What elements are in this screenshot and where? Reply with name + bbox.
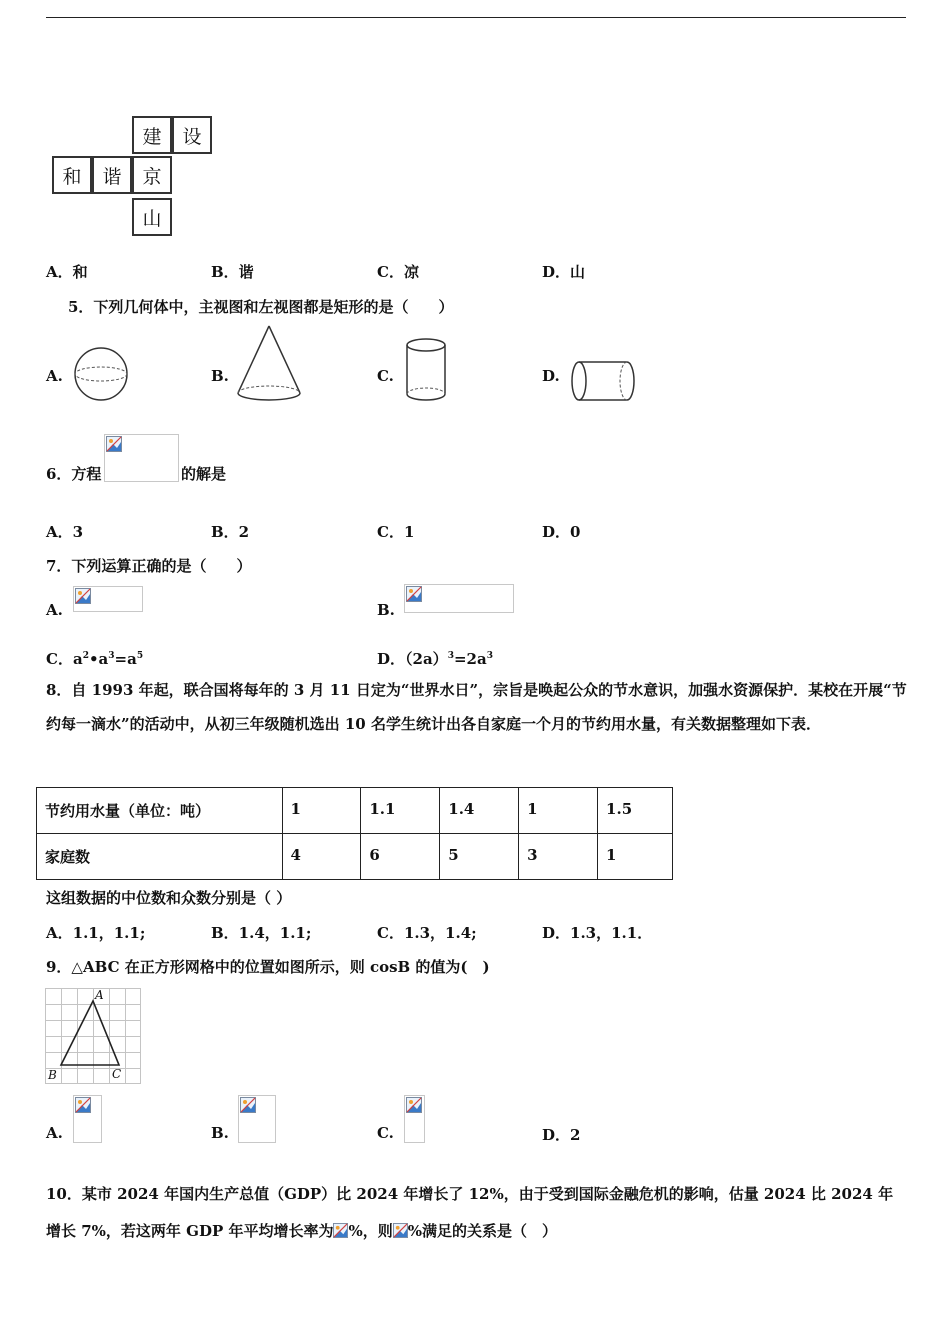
math-operator: • [88, 650, 99, 668]
q7-option-d [377, 648, 493, 669]
q5-label-c: C. [377, 367, 394, 385]
broken-image-icon [393, 1223, 408, 1238]
q6-equation-image [104, 434, 179, 482]
math-base: a [72, 650, 83, 668]
q4-option-b: B．谐 [211, 263, 254, 281]
q8-option-c: C．1.3，1.4; [377, 924, 477, 942]
q9-label-b: B. [211, 1124, 229, 1142]
q7-label-a: A. [46, 601, 63, 619]
q9-option-a-image [73, 1095, 102, 1143]
water-saving-table [36, 787, 673, 880]
table-cell: 1 [519, 788, 598, 834]
broken-image-icon [75, 588, 91, 604]
q4-option-c: C．凉 [377, 263, 419, 281]
q7-option-d-label: D． [377, 650, 406, 668]
q10-text: %满足的关系是（ ） [407, 1222, 557, 1240]
math-exponent: 3 [447, 651, 454, 661]
triangle-grid-figure [45, 988, 141, 1084]
net-cell: 设 [172, 116, 212, 154]
table-cell: 1.5 [598, 788, 673, 834]
q10-line1: 10．某市 2024 年国内生产总值（GDP）比 2024 年增长了 12%，由于受到国际金融危机的影响，估量 2024 比 2024 年 [46, 1185, 894, 1203]
q6-option-c: C．1 [377, 523, 415, 541]
math-base: a [98, 650, 109, 668]
q7-option-b-image [404, 584, 514, 613]
q6-option-b: B．2 [211, 523, 250, 541]
table-row [37, 834, 673, 880]
q5-label-d: D. [542, 367, 560, 385]
table-cell: 家庭数 [37, 834, 283, 880]
sphere-icon [72, 345, 130, 403]
table-cell: 1.4 [440, 788, 519, 834]
table-cell: 3 [519, 834, 598, 880]
triangle-abc [61, 1001, 119, 1065]
broken-image-icon [406, 586, 422, 602]
point-label-b: B [48, 1068, 57, 1082]
table-cell: 节约用水量（单位：吨） [37, 788, 283, 834]
q7-option-c [46, 648, 143, 669]
math-result: =a [114, 650, 137, 668]
q8-option-a: A．1.1，1.1; [46, 924, 146, 942]
net-cell: 和 [52, 156, 92, 194]
q9-option-d: D．2 [542, 1126, 581, 1144]
net-cell: 谐 [92, 156, 132, 194]
math-exponent: 2 [82, 651, 89, 661]
broken-image-icon [333, 1223, 348, 1238]
net-cell: 京 [132, 156, 172, 194]
table-cell: 1 [598, 834, 673, 880]
table-cell: 1 [282, 788, 361, 834]
q9-option-c-image [404, 1095, 425, 1143]
q7-option-a-image [73, 586, 143, 612]
point-label-c: C [112, 1067, 122, 1081]
math-exponent: 3 [108, 651, 115, 661]
q6-stem-prefix: 6．方程 [46, 465, 102, 483]
q6-stem-suffix: 的解是 [181, 465, 227, 483]
q5-label-a: A. [46, 367, 63, 385]
net-cell: 山 [132, 198, 172, 236]
grid-lines [45, 988, 141, 1084]
q8-question: 这组数据的中位数和众数分别是（ ） [46, 889, 292, 907]
q7-option-c-label: C． [46, 650, 73, 668]
q9-option-b-image [238, 1095, 276, 1143]
header-rule [46, 17, 906, 18]
q9-label-a: A. [46, 1124, 63, 1142]
q7-stem: 7．下列运算正确的是（ ） [46, 557, 252, 575]
horizontal-cylinder-icon [567, 358, 639, 404]
math-exponent: 3 [486, 651, 493, 661]
table-row [37, 788, 673, 834]
q6-option-d: D．0 [542, 523, 581, 541]
math-exponent: 5 [136, 651, 144, 661]
q5-label-b: B. [211, 367, 229, 385]
q4-option-d: D．山 [542, 263, 586, 281]
table-cell: 6 [361, 834, 440, 880]
q10-text: 增长 7%，若这两年 GDP 年平均增长率为 [46, 1222, 334, 1240]
net-cell: 建 [132, 116, 172, 154]
q10-text: %，则 [348, 1222, 393, 1240]
broken-image-icon [75, 1097, 91, 1113]
point-label-a: A [95, 988, 104, 1002]
q9-label-c: C. [377, 1124, 394, 1142]
cylinder-icon [403, 336, 449, 404]
q4-option-a: A．和 [46, 263, 88, 281]
q10-line2 [46, 1220, 557, 1241]
math-base: （2a） [405, 650, 448, 668]
q7-label-b: B. [377, 601, 395, 619]
math-result: =2a [453, 650, 487, 668]
q9-stem: 9．△ABC 在正方形网格中的位置如图所示，则 cosB 的值为( ) [46, 958, 490, 976]
q5-stem: 5．下列几何体中，主视图和左视图都是矩形的是（ ） [68, 298, 454, 316]
q8-option-d: D．1.3，1.1． [542, 924, 653, 942]
q6-option-a: A．3 [46, 523, 84, 541]
broken-image-icon [240, 1097, 256, 1113]
table-cell: 4 [282, 834, 361, 880]
q8-paragraph: 8．自 1993 年起，联合国将每年的 3 月 11 日定为“世界水日”，宗旨是唤起公众的节水意识，加强水资源保护．某校在开展“节约每一滴水”的活动中，从初三年级随机选出 10 名学生统计出各自家庭一个月的节约用水量，有关数据整理如下表． [46, 681, 907, 733]
q8-option-b: B．1.4，1.1; [211, 924, 312, 942]
broken-image-icon [106, 436, 122, 452]
table-cell: 5 [440, 834, 519, 880]
cone-icon [234, 323, 304, 403]
broken-image-icon [406, 1097, 422, 1113]
table-cell: 1.1 [361, 788, 440, 834]
